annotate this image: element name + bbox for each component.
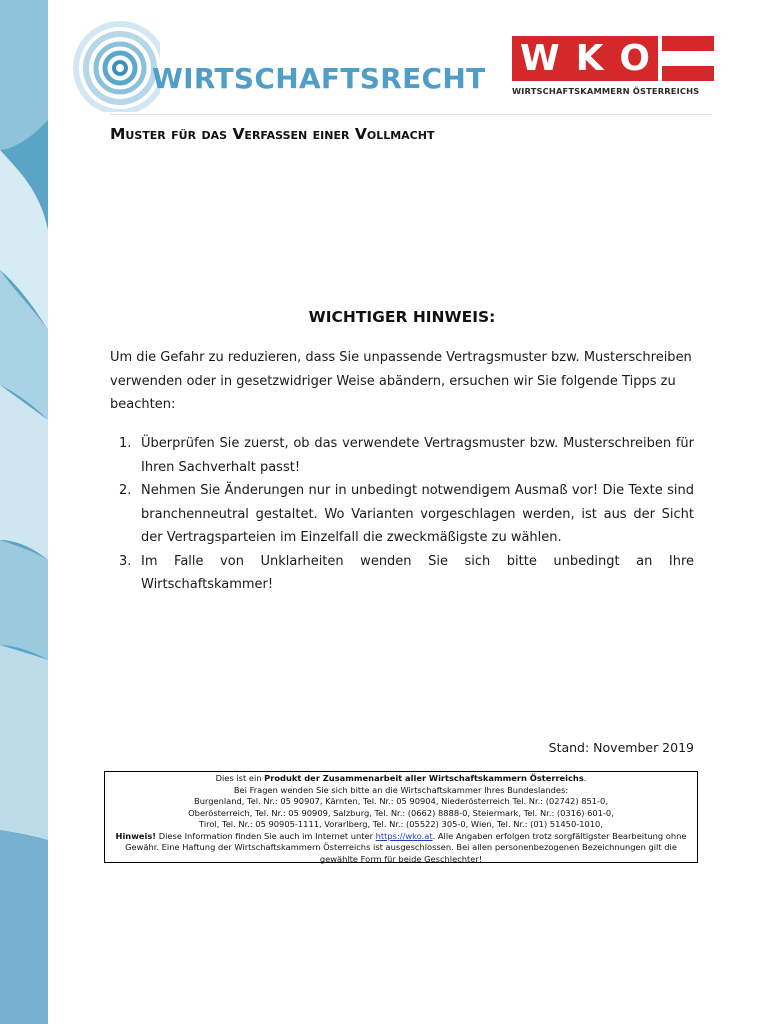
- side-decoration-band: [0, 0, 48, 1024]
- footer-disclaimer: [104, 771, 698, 863]
- footer-line: Oberösterreich, Tel. Nr.: 05 90909, Salzburg, Tel. Nr.: (0662) 8888-0, Steiermark, Tel. Nr.: (0316) 601-0,: [188, 807, 614, 818]
- footer-bold-text: Produkt der Zusammenarbeit aller Wirtschaftskammern Österreichs: [264, 773, 584, 783]
- list-item: [110, 550, 694, 597]
- list-number: 1.: [119, 436, 132, 451]
- list-item: [110, 432, 694, 479]
- notice-intro: Um die Gefahr zu reduzieren, dass Sie unpassende Vertragsmuster bzw. Musterschreiben verwenden oder in gesetzwidriger Weise abändern, ersuchen wir Sie folgende Tipps zu beachten:: [110, 350, 692, 412]
- page-header: [60, 12, 720, 112]
- footer-text: Diese Information finden Sie auch im Internet unter: [156, 830, 376, 841]
- tips-list: [110, 432, 694, 597]
- org-name: WIRTSCHAFTSKAMMERN ÖSTERREICHS: [512, 86, 700, 96]
- footer-line: Tirol, Tel. Nr.: 05 90905-1111, Vorarlberg, Tel. Nr.: (05522) 305-0, Wien, Tel. Nr.: (01) 51450-1010,: [199, 819, 603, 829]
- list-item-text: Im Falle von Unklarheiten wenden Sie sich bitte unbedingt an Ihre Wirtschaftskammer!: [141, 553, 694, 592]
- footer-line: [111, 773, 691, 785]
- footer-hinweis: [111, 831, 691, 866]
- wko-letter: W: [519, 38, 560, 79]
- footer-text: .: [583, 773, 587, 783]
- list-item-text: Überprüfen Sie zuerst, ob das verwendete Vertragsmuster bzw. Musterschreiben für Ihren Sachverhalt passt!: [141, 436, 694, 475]
- footer-text: . Alle Angaben erfolgen trotz sorgfältigster Bearbeitung ohne Gewähr. Eine Haftung der Wirtschaftskammern Österreichs ist ausgeschlossen. Bei allen personenbezogenen Bezeichnungen gilt die gewählte Form für beide Geschlechter!: [125, 830, 687, 864]
- wirtschaftsrecht-logo-icon: [64, 16, 160, 112]
- list-number: 2.: [119, 483, 132, 498]
- document-title: Muster für das Verfassen einer Vollmacht: [110, 125, 435, 143]
- wko-letter: K: [575, 38, 604, 79]
- wko-logo: [512, 36, 714, 108]
- footer-text: Dies ist ein: [215, 773, 265, 783]
- footer-line: Burgenland, Tel. Nr.: 05 90907, Kärnten, Tel. Nr.: 05 90904, Niederösterreich Tel. Nr.: (02742) 851-0,: [194, 796, 608, 806]
- footer-line: Bei Fragen wenden Sie sich bitte an die Wirtschaftskammer Ihres Bundeslandes:: [233, 784, 569, 795]
- list-item: [110, 479, 694, 550]
- list-number: 3.: [119, 553, 132, 569]
- list-item-text: Nehmen Sie Änderungen nur in unbedingt notwendigem Ausmaß vor! Die Texte sind branchenneutral gestaltet. Wo Varianten vorgeschlagen werden, ist aus der Sicht der Vertragsparteien im Einzelfall die zweckmäßigste zu wählen.: [141, 483, 694, 545]
- date-stamp: Stand: November 2019: [548, 740, 694, 755]
- notice-heading: WICHTIGER HINWEIS:: [308, 308, 496, 326]
- wko-website-link[interactable]: https://wko.at: [375, 830, 433, 841]
- wko-letter: O: [619, 38, 651, 79]
- hinweis-label: Hinweis!: [115, 830, 157, 841]
- header-divider: [110, 114, 712, 115]
- brand-name: WIRTSCHAFTSRECHT: [152, 62, 486, 95]
- wko-letters: [512, 36, 658, 81]
